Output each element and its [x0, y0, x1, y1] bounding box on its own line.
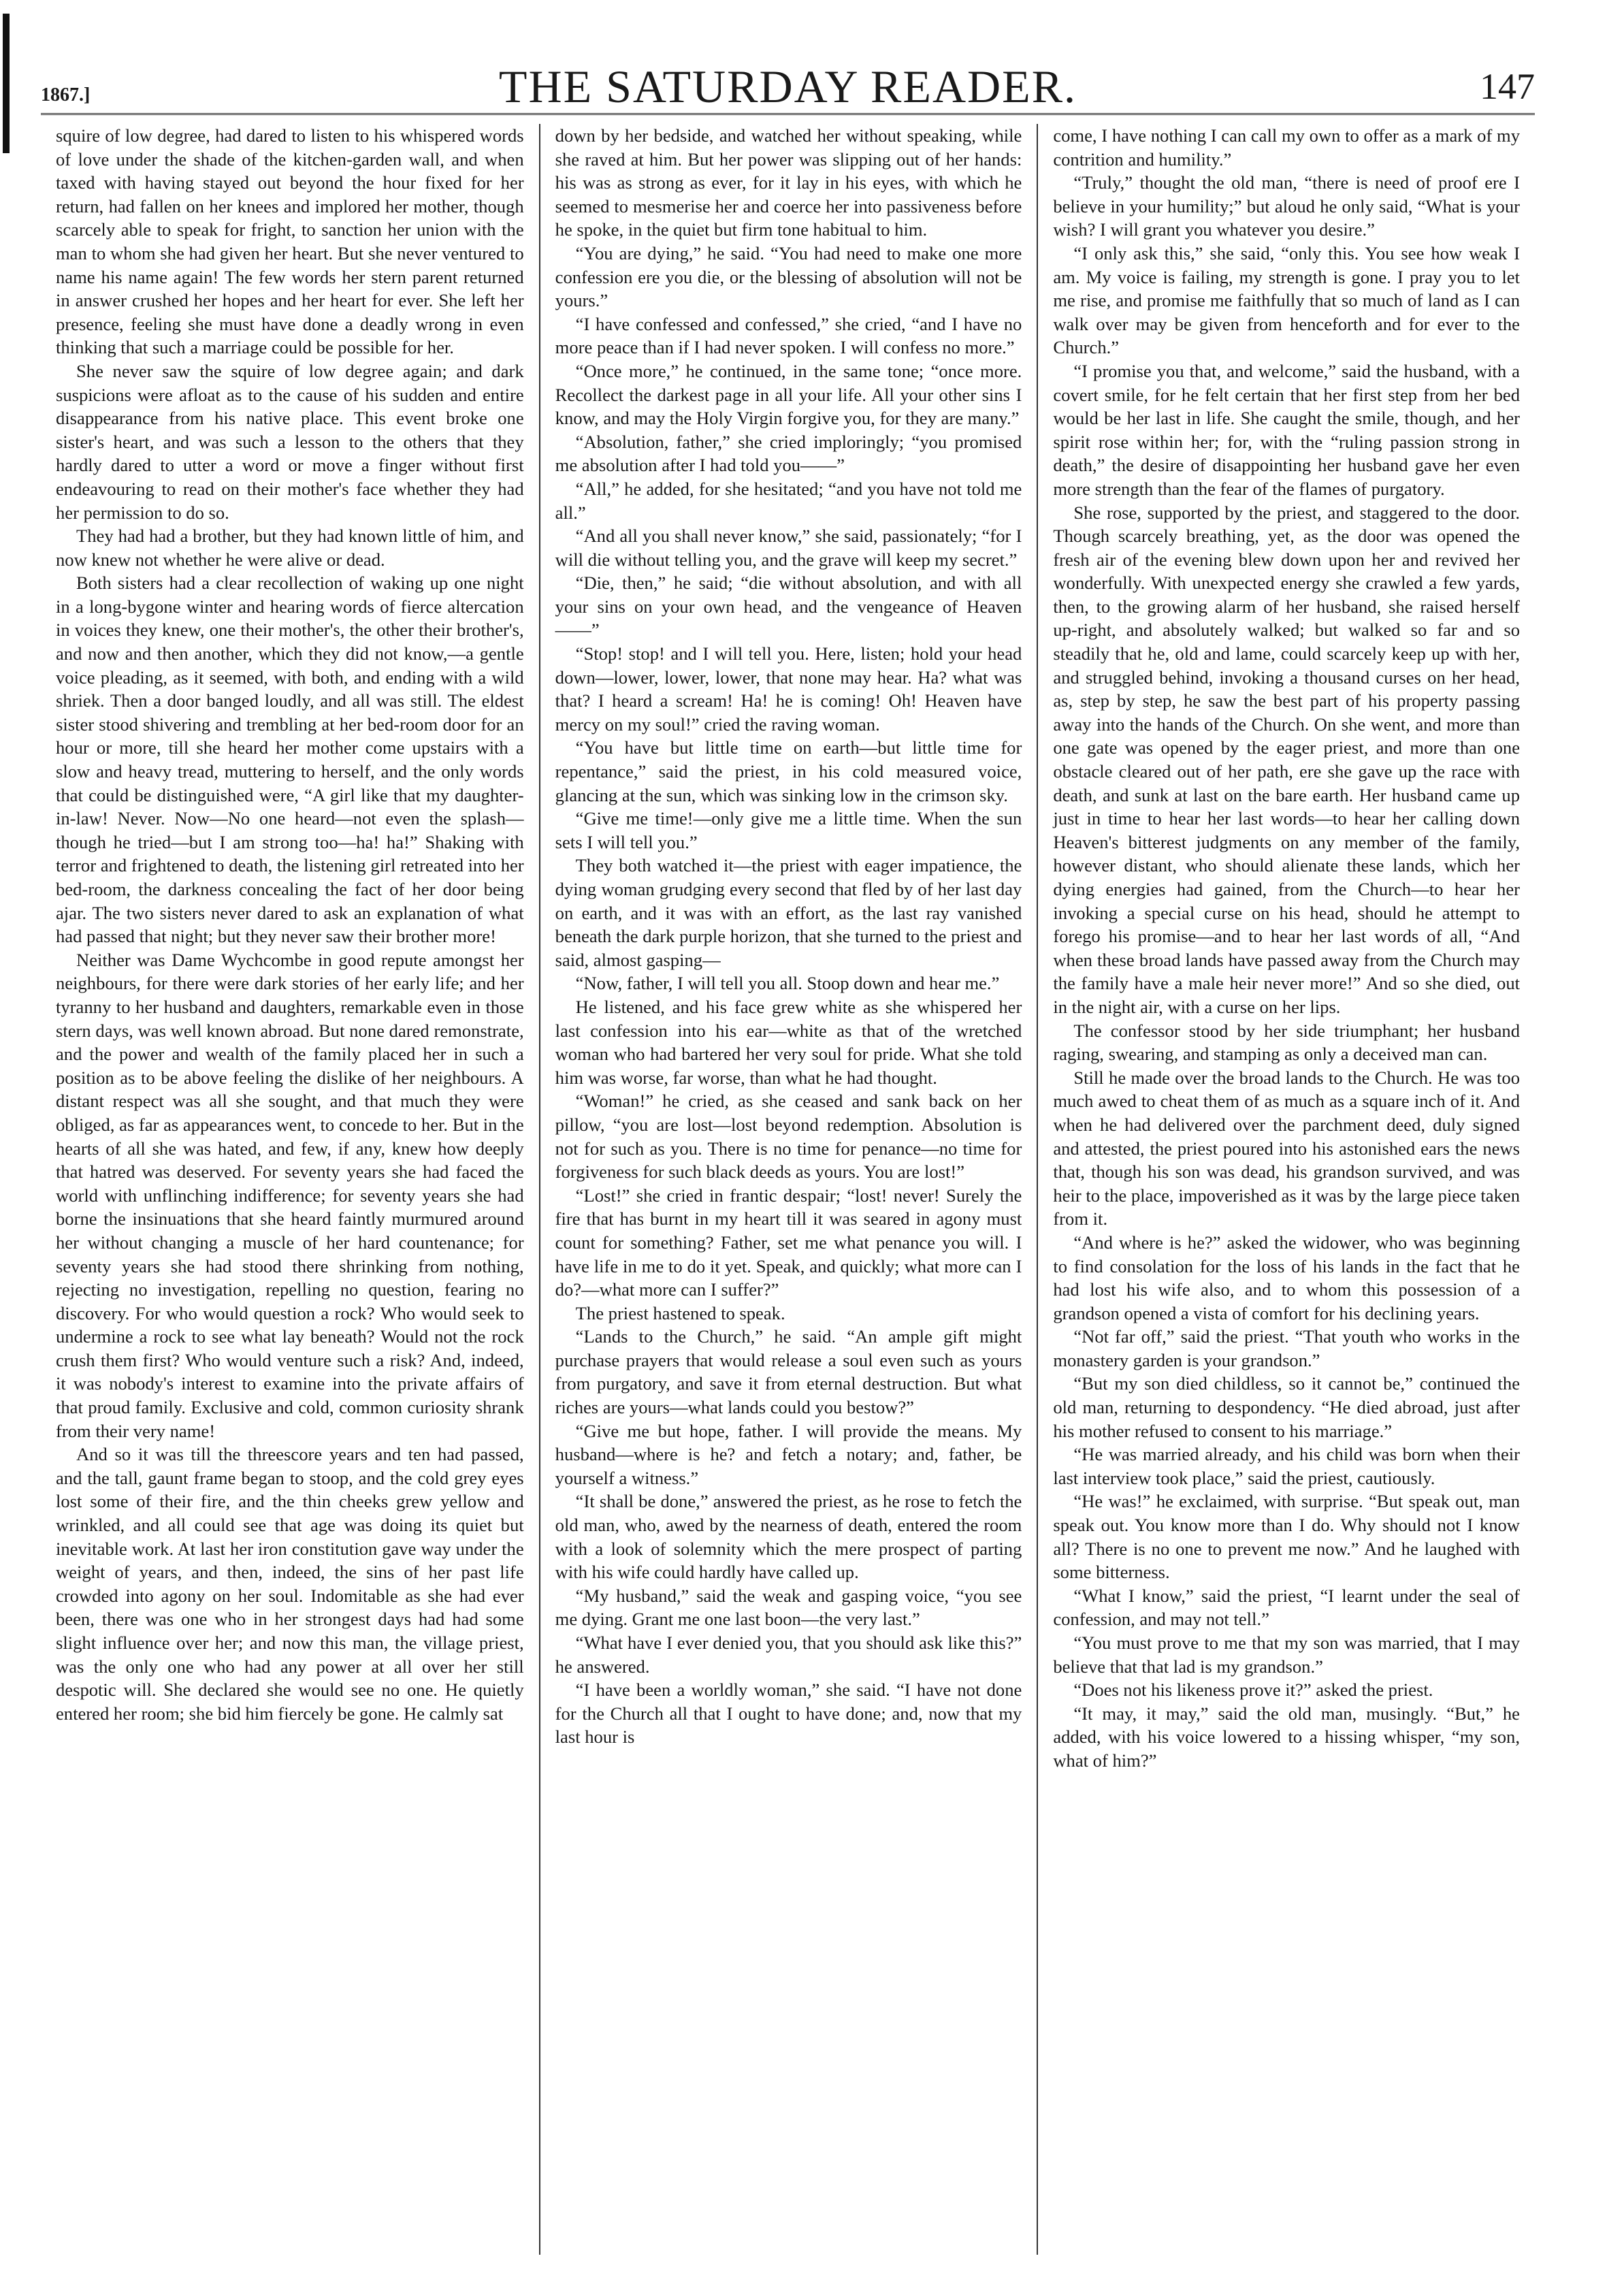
paragraph: She rose, supported by the priest, and staggered to the door. Though scarcely breathing, yet, as the door was opened the fresh air of the evening blew down upon her and revived her wonderfully. With unexpected energy she crawled a few yards, then, to the growing alarm of her husband, she raised herself up-right, and absolutely walked; but walked so far and so steadily that he, old and lame, could scarcely keep up with her, and struggled behind, invoking a thousand curses on her head, as, step by step, he saw the best part of his property passing away into the hands of the Church. On she went, and more than one gate was opened by the eager priest, and more than one obstacle cleared out of her path, ere she gave up the race with death, and sunk at last on the bare earth. Her husband came up just in time to hear her last words—to hear her calling down Heaven's bitterest judgments on any member of the family, however distant, who should alienate these lands, which her dying energies had gained, from the Church—to hear her invoking a special curse on his head, should he attempt to forego his promise—and to hear her last words of all, “And when these broad lands have passed away from the Church may the family have a male heir never more!” And so she died, out in the night air, with a curse on her lips. — [1053, 502, 1520, 1017]
paragraph: “You must prove to me that my son was married, that I may believe that that lad is my grandson.” — [1053, 1632, 1520, 1677]
page-header — [41, 42, 1535, 117]
paragraph: She never saw the squire of low degree again; and dark suspicions were afloat as to the cause of his sudden and entire disappearance from his native place. This event broke one sister's heart, and was such a lesson to the others that they hardly dared to utter a word or move a finger without first endeavouring to read on their mother's face whether they had her permission to do so. — [56, 360, 524, 523]
publication-title: THE SATURDAY READER. — [498, 61, 1077, 112]
paragraph: “Does not his likeness prove it?” asked the priest. — [1073, 1679, 1433, 1701]
paragraph: squire of low degree, had dared to listen to his whispered words of love under the shade of the kitchen-garden wall, and when taxed with having stayed out beyond the hour fixed for her return, had fallen on her knees and implored her mother, though scarcely able to speak for fright, to sanction her union with the man to whom she had given her heart. But she never ventured to name his name again! The few words her stern parent returned in answer crushed her hopes and her heart for ever. She left her presence, feeling she must have done a deadly wrong in even thinking that such a marriage could be possible for her. — [56, 125, 524, 358]
paragraph: The confessor stood by her side triumphant; her husband raging, swearing, and stamping as only a deceived man can. — [1053, 1020, 1520, 1065]
paragraph: “I have confessed and confessed,” she cried, “and I have no more peace than if I had never spoken. I will confess no more.” — [555, 313, 1022, 358]
paragraph: “But my son died childless, so it cannot be,” continued the old man, returning to despondency. “He died abroad, just after his mother refused to consent to his marriage.” — [1053, 1373, 1520, 1441]
paragraph: “What have I ever denied you, that you should ask like this?” he answered. — [555, 1632, 1022, 1677]
paragraph: “Die, then,” he said; “die without absolution, and with all your sins on your own head, and the vengeance of Heaven——” — [555, 573, 1022, 641]
paragraph: “It shall be done,” answered the priest, as he rose to fetch the old man, who, awed by the nearness of death, entered the room with a look of solemnity which the mere prospect of parting with his wife could hardly have called up. — [555, 1491, 1022, 1583]
header-rule — [41, 113, 1535, 115]
paragraph: They had had a brother, but they had known little of him, and now knew not whether he were alive or dead. — [56, 526, 524, 570]
paragraph: Still he made over the broad lands to the Church. He was too much awed to cheat them of as much as a square inch of it. And when he had delivered over the parchment deed, duly signed and attested, the priest poured into his astonished ears the news that, though his son was dead, his grandson survived, and was heir to the place, impoverished as it was by the large piece taken from it. — [1053, 1067, 1520, 1229]
paragraph: down by her bedside, and watched her without speaking, while she raved at him. But her power was slipping out of her hands: his was as strong as ever, for it lay in his eyes, with which he seemed to mesmerise her and coerce her into passiveness before he spoke, in the quiet but firm tone habitual to him. — [555, 125, 1022, 240]
paragraph: “Truly,” thought the old man, “there is need of proof ere I believe in your humility;” but aloud he only said, “What is your wish? I will grant you whatever you desire.” — [1053, 172, 1520, 240]
paragraph: “And all you shall never know,” she said, passionately; “for I will die without telling you, and the grave will keep my secret.” — [555, 526, 1022, 570]
paragraph: come, I have nothing I can call my own to offer as a mark of my contrition and humility.” — [1053, 125, 1520, 170]
paragraph: “Lands to the Church,” he said. “An ample gift might purchase prayers that would release a soul even such as yours from purgatory, and save it from eternal destruction. But what riches are yours—what lands could you bestow?” — [555, 1326, 1022, 1418]
page-number: 147 — [1480, 66, 1535, 107]
paragraph: “I promise you that, and welcome,” said the husband, with a covert smile, for he felt certain that her first step from her bed would be her last in life. She caught the smile, though, and her spirit rose within her; for, with the “ruling passion strong in death,” the desire of disappointing her husband gave her even more strength than the fear of the flames of purgatory. — [1053, 360, 1520, 499]
text-columns — [41, 124, 1535, 2255]
paragraph: Both sisters had a clear recollection of waking up one night in a long-bygone winter and hearing words of fierce altercation in voices they knew, one their mother's, the other their brother's, and now and then another, which they did not know,—a gentle voice pleading, as it seemed, with both, and ending with a wild shriek. Then a door banged loudly, and all was still. The eldest sister stood shivering and trembling at her bed-room door for an hour or more, till she heard her mother come upstairs with a slow and heavy tread, muttering to herself, and the only words that could be distinguished were, “A girl like that my daughter-in-law! Never. Now—No one heard—not even the splash—though he tried—but I am strong too—ha! ha!” Shaking with terror and frightened to death, the listening girl retreated into her bed-room, the darkness concealing the fact of her door being ajar. The two sisters never dared to ask an explanation of what had passed that night; but they never saw their brother more! — [56, 573, 524, 947]
issue-date: 1867.] — [41, 84, 91, 106]
paragraph: “Absolution, father,” she cried imploringly; “you promised me absolution after I had told you——” — [555, 431, 1022, 476]
paragraph: “All,” he added, for she hesitated; “and you have not told me all.” — [555, 478, 1022, 523]
paragraph: “Lost!” she cried in frantic despair; “lost! never! Surely the fire that has burnt in my heart till it was seared in agony must count for something? Father, set me what penance you will. I have life in me to do it yet. Speak, and quickly; what more can I do?—what more can I suffer?” — [555, 1185, 1022, 1300]
paragraph: “And where is he?” asked the widower, who was beginning to find consolation for the loss of his lands in the fact that he had lost his wife also, and to whom this possession of a grandson opened a vista of comfort for his declining years. — [1053, 1232, 1520, 1323]
newspaper-page — [41, 42, 1535, 2255]
paragraph: “What I know,” said the priest, “I learnt under the seal of confession, and may not tell.” — [1053, 1585, 1520, 1630]
column-2 — [539, 124, 1037, 2255]
paragraph: “Stop! stop! and I will tell you. Here, listen; hold your head down—lower, lower, lower, that none may hear. Ha? what was that? I heard a scream! Ha! he is coming! Oh! Heaven have mercy on my soul!” cried the raving woman. — [555, 643, 1022, 735]
paragraph: The priest hastened to speak. — [575, 1302, 785, 1323]
paragraph: “Once more,” he continued, in the same tone; “once more. Recollect the darkest page in all your life. All your other sins I know, and may the Holy Virgin forgive you, for they are many.” — [555, 360, 1022, 429]
paragraph: “Now, father, I will tell you all. Stoop down and hear me.” — [575, 973, 1000, 994]
paragraph: “Give me time!—only give me a little time. When the sun sets I will tell you.” — [555, 808, 1022, 852]
column-3 — [1037, 124, 1535, 2255]
paragraph: “He was!” he exclaimed, with surprise. “But speak out, man speak out. You know more than I do. Why should not I know all? There is no one to prevent me now.” And he laughed with some bitterness. — [1053, 1491, 1520, 1583]
paragraph: Neither was Dame Wychcombe in good repute amongst her neighbours, for there were dark stories of her early life; and her tyranny to her husband and daughters, remarkable even in those stern days, was well known abroad. But none dared remonstrate, and the power and wealth of the family placed her in such a position as to be above feeling the dislike of her neighbours. A distant respect was all she sought, and that much they were obliged, as far as appearances went, to concede to her. But in the hearts of all she was hated, and few, if any, knew how deeply that hatred was deserved. For seventy years she had faced the world with unflinching indifference; for seventy years she had borne the insinuations that she heard faintly murmured around her without changing a muscle of her hard countenance; for seventy years she had stood there shrinking from nothing, rejecting no investigation, repelling no question, fearing no discovery. For who would question a rock? Who would seek to undermine a rock to see what lay beneath? Would not the rock crush them first? Who would venture such a risk? And, indeed, it was nobody's interest to examine into the private affairs of that proud family. Exclusive and cold, common curiosity shrank from their very name! — [56, 949, 524, 1441]
paragraph: “Not far off,” said the priest. “That youth who works in the monastery garden is your grandson.” — [1053, 1326, 1520, 1370]
paragraph: “I only ask this,” she said, “only this. You see how weak I am. My voice is failing, my strength is gone. I pray you to let me rise, and promise me faithfully that so much of land as I can walk over may be given from henceforth and for ever to the Church.” — [1053, 242, 1520, 358]
paragraph: “My husband,” said the weak and gasping voice, “you see me dying. Grant me one last boon—the very last.” — [555, 1585, 1022, 1630]
paragraph: They both watched it—the priest with eager impatience, the dying woman grudging every second that fled by of her last day on earth, and it was with an effort, as the last ray vanished beneath the dark purple horizon, that she turned to the priest and said, almost gasping— — [555, 855, 1022, 970]
paragraph: And so it was till the threescore years and ten had passed, and the tall, gaunt frame began to stoop, and the cold grey eyes lost some of their fire, and the thin cheeks grew yellow and wrinkled, and all could see that age was doing its quiet but inevitable work. At last her iron constitution gave way under the weight of years, and then, indeed, the sins of her past life crowded into agony on her soul. Indomitable as she had ever been, there was one who in her strongest days had had some slight influence over her; and now this man, the village priest, was the only one who had any power at all over her still despotic will. She declared she would see no one. He quietly entered her room; she bid him fiercely be gone. He calmly sat — [56, 1444, 524, 1724]
paragraph: “You have but little time on earth—but little time for repentance,” said the priest, in his cold measured voice, glancing at the sun, which was sinking low in the crimson sky. — [555, 737, 1022, 805]
paragraph: “It may, it may,” said the old man, musingly. “But,” he added, with his voice lowered to a hissing whisper, “my son, what of him?” — [1053, 1703, 1520, 1771]
page-edge-mark — [3, 14, 10, 153]
paragraph: “Woman!” he cried, as she ceased and sank back on her pillow, “you are lost—lost beyond redemption. Absolution is not for such as you. There is no time for penance—no time for forgiveness for such black deeds as yours. You are lost!” — [555, 1091, 1022, 1183]
column-1 — [41, 124, 539, 2255]
paragraph: “You are dying,” he said. “You had need to make one more confession ere you die, or the blessing of absolution will not be yours.” — [555, 242, 1022, 311]
paragraph: “Give me but hope, father. I will provide the means. My husband—where is he? and fetch a notary; and, father, be yourself a witness.” — [555, 1420, 1022, 1488]
paragraph: “I have been a worldly woman,” she said. “I have not done for the Church all that I ought to have done; and, now that my last hour is — [555, 1679, 1022, 1748]
paragraph: He listened, and his face grew white as she whispered her last confession into his ear—white as that of the wretched woman who had bartered her very soul for pride. What she told him was worse, far worse, than what he had thought. — [555, 996, 1022, 1088]
paragraph: “He was married already, and his child was born when their last interview took place,” said the priest, cautiously. — [1053, 1444, 1520, 1488]
